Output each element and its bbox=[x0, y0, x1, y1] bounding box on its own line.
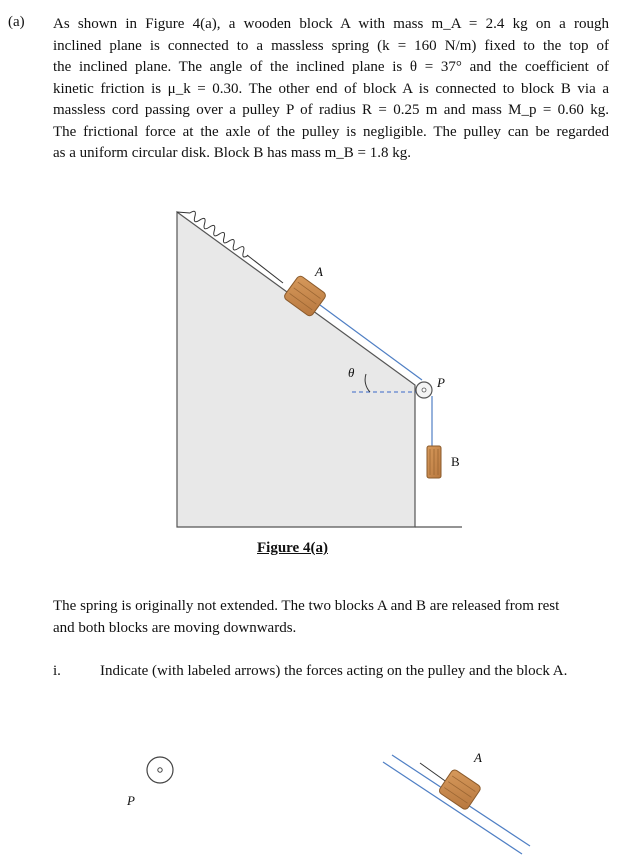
problem-line: inclined plane is connected to a massless spring (k = 160 N/m) fixed to the top of bbox=[53, 37, 609, 54]
answer-block-a bbox=[438, 768, 482, 810]
answer-spring-stub bbox=[420, 763, 448, 783]
block-b bbox=[427, 446, 441, 478]
label-block-a: A bbox=[315, 264, 323, 279]
question-text: Indicate (with labeled arrows) the forces acting on the pulley and the block A. bbox=[100, 663, 568, 679]
figure-caption: Figure 4(a) bbox=[257, 540, 328, 556]
answer-pulley-label: P bbox=[127, 793, 135, 808]
release-statement bbox=[53, 596, 609, 639]
label-pulley: P bbox=[437, 375, 445, 390]
problem-line: The frictional force at the axle of the pulley is negligible. The pulley can be regarded bbox=[53, 123, 609, 140]
part-label: (a) bbox=[8, 14, 25, 30]
question-number: i. bbox=[53, 663, 61, 679]
problem-line: the inclined plane. The angle of the inclined plane is θ = 37° and the coefficient of bbox=[53, 59, 609, 75]
problem-line: as a uniform circular disk. Block B has mass m_B = 1.8 kg. bbox=[53, 145, 411, 161]
problem-line: kinetic friction is μ_k = 0.30. The other end of block A is connected to block B via a bbox=[53, 80, 609, 97]
problem-line: massless cord passing over a pulley P of radius R = 0.25 m and mass M_p = 0.60 kg. bbox=[53, 102, 609, 118]
inclined-plane bbox=[177, 212, 415, 527]
release-line: The spring is originally not extended. The two blocks A and B are released from rest bbox=[53, 598, 560, 614]
label-block-b: B bbox=[451, 454, 460, 469]
answer-block-label: A bbox=[474, 750, 482, 765]
problem-line: As shown in Figure 4(a), a wooden block A with mass m_A = 2.4 kg on a rough bbox=[53, 16, 609, 32]
release-line: and both blocks are moving downwards. bbox=[53, 619, 297, 636]
label-angle: θ bbox=[348, 365, 355, 380]
answer-pulley bbox=[147, 757, 173, 783]
pulley bbox=[416, 382, 432, 398]
